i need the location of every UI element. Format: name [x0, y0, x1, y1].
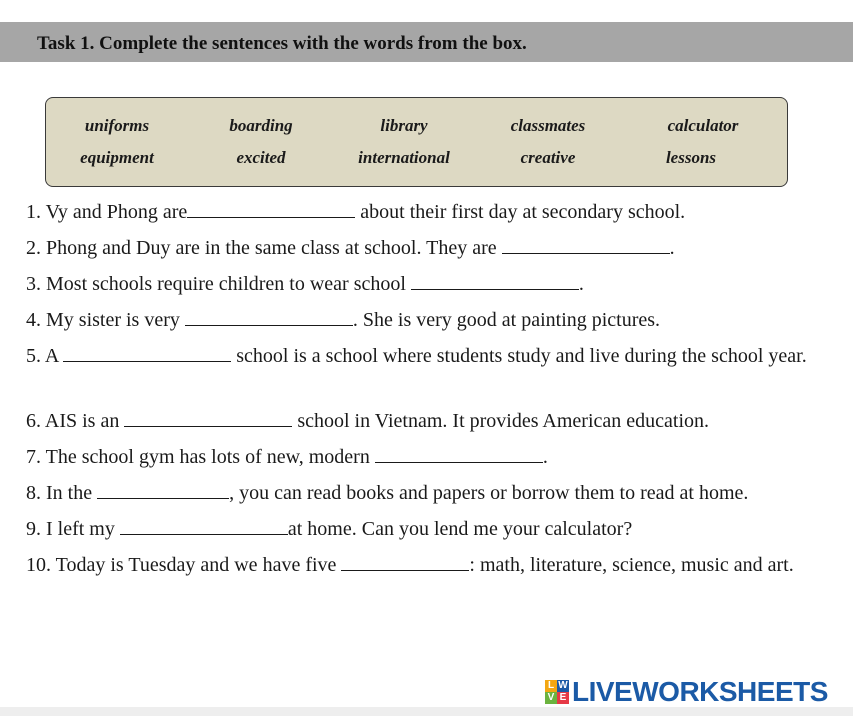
sentence-text: 2. Phong and Duy are in the same class at school. They are — [26, 237, 502, 259]
answer-blank[interactable] — [124, 408, 292, 427]
sentence-text: . — [542, 446, 548, 468]
sentence-text: school in Vietnam. It provides American education. — [292, 410, 710, 432]
task-title: Task 1. Complete the sentences with the words from the box. — [37, 33, 527, 54]
sentence-5 — [26, 343, 829, 369]
sentence-10 — [26, 552, 829, 578]
answer-blank[interactable] — [63, 343, 231, 362]
sentence-text: at home. Can you lend me your calculator? — [287, 518, 633, 540]
answer-blank[interactable] — [97, 480, 229, 499]
sentence-2 — [26, 235, 829, 261]
answer-blank[interactable] — [341, 552, 469, 571]
task-header-bar — [0, 22, 853, 62]
word-box-item: excited — [236, 148, 286, 167]
answer-blank[interactable] — [411, 271, 579, 290]
sentence-text: 1. Vy and Phong are — [26, 201, 188, 223]
word-box-item: creative — [520, 148, 576, 167]
answer-blank[interactable] — [187, 199, 355, 218]
sentence-3 — [26, 271, 829, 297]
word-box-item: international — [358, 148, 450, 167]
word-box-item: boarding — [229, 116, 293, 135]
sentence-text: 5. A — [26, 345, 64, 367]
sentence-text: 4. My sister is very — [26, 309, 185, 331]
answer-blank[interactable] — [185, 307, 353, 326]
word-box-item: uniforms — [84, 116, 150, 135]
sentence-7 — [26, 444, 829, 470]
sentence-text: 6. AIS is an — [26, 410, 125, 432]
liveworksheets-logo-text: LIVEWORKSHEETS — [572, 676, 828, 707]
sentence-text: 9. I left my — [26, 518, 120, 540]
sentence-text: . — [669, 237, 675, 259]
sentence-text: school is a school where students study and live during the school year. — [231, 345, 807, 367]
word-box — [45, 97, 788, 187]
sentence-text: , you can read books and papers or borrow them to read at home. — [229, 482, 749, 504]
word-box-item: library — [380, 116, 428, 135]
answer-blank[interactable] — [375, 444, 543, 463]
answer-blank[interactable] — [502, 235, 670, 254]
word-box-item: lessons — [665, 148, 717, 167]
sentence-9 — [26, 516, 829, 542]
sentence-text: . — [578, 273, 584, 295]
sentence-4 — [26, 307, 829, 333]
sentence-8 — [26, 480, 829, 506]
liveworksheets-logo[interactable] — [545, 677, 828, 707]
sentence-text: about their first day at secondary school. — [355, 201, 686, 223]
sentence-text: : math, literature, science, music and art. — [469, 554, 794, 576]
word-box-item: calculator — [667, 116, 739, 135]
sentence-text: 7. The school gym has lots of new, modern — [26, 446, 375, 468]
footer-strip — [0, 707, 853, 716]
sentence-6 — [26, 408, 829, 434]
sentence-text: 8. In the — [26, 482, 98, 504]
sentence-text: . She is very good at painting pictures. — [352, 309, 661, 331]
word-box-item: equipment — [80, 148, 154, 167]
sentence-text: 10. Today is Tuesday and we have five — [26, 554, 342, 576]
sentence-1 — [26, 199, 829, 225]
liveworksheets-logo-icon: L W V E — [545, 680, 569, 704]
answer-blank[interactable] — [120, 516, 288, 535]
word-box-item: classmates — [510, 116, 586, 135]
sentence-text: 3. Most schools require children to wear school — [26, 273, 411, 295]
